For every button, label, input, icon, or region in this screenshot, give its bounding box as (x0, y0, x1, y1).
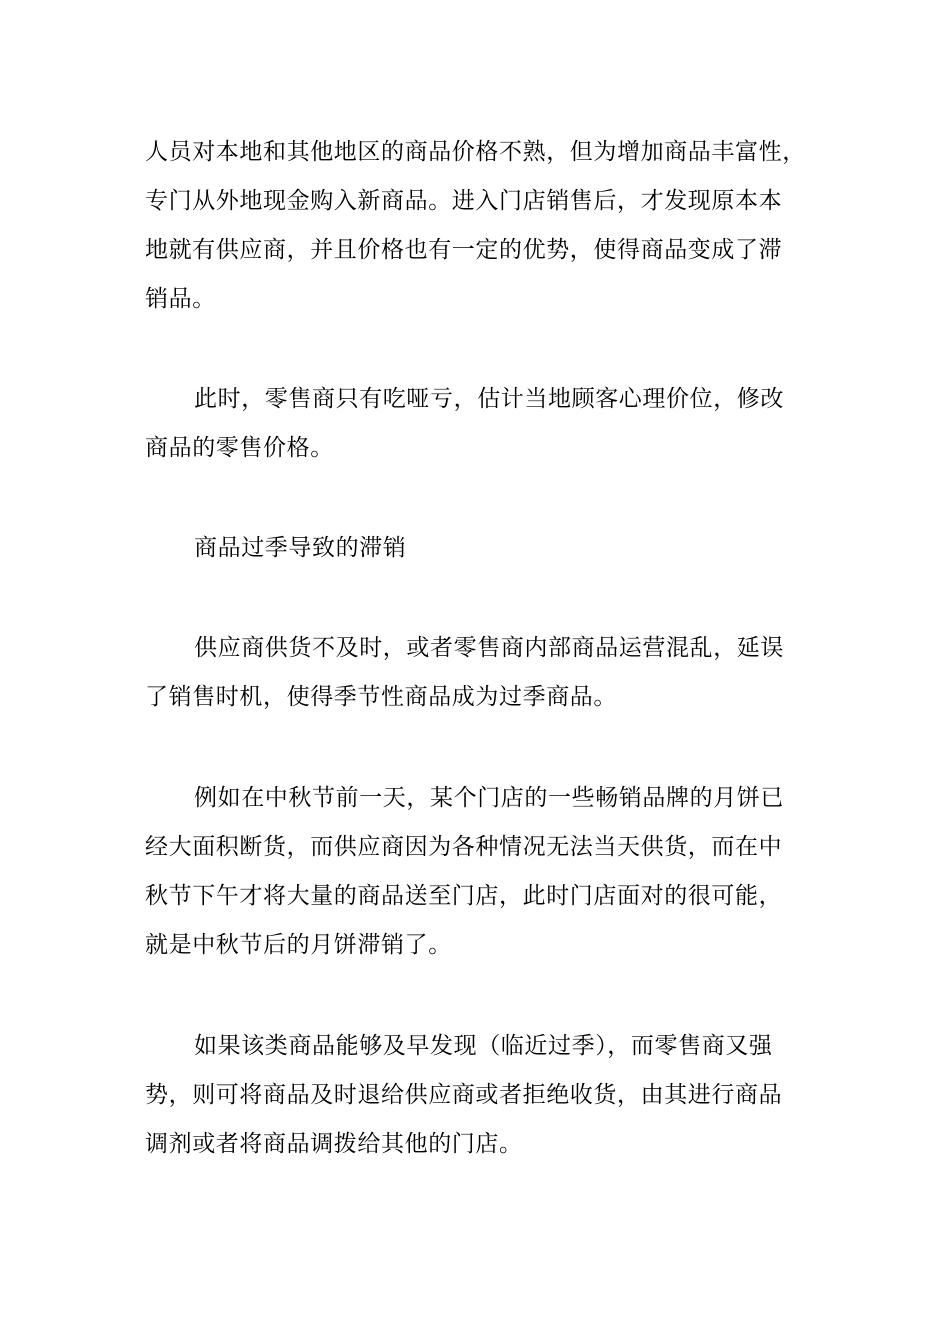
text-line: 地就有供应商，并且价格也有一定的优势，使得商品变成了滞 (145, 237, 783, 263)
text-line: 调剂或者将商品调拨给其他的门店。 (145, 1131, 523, 1157)
text-line: 专门从外地现金购入新商品。进入门店销售后，才发现原本本 (145, 188, 783, 214)
text-line: 秋节下午才将大量的商品送至门店，此时门店面对的很可能， (145, 883, 783, 909)
text-line: 如果该类商品能够及早发现（临近过季），而零售商又强 (194, 1033, 773, 1059)
text-line: 例如在中秋节前一天，某个门店的一些畅销品牌的月饼已 (194, 785, 784, 811)
heading-text: 商品过季导致的滞销 (194, 535, 407, 561)
text-line: 就是中秋节后的月饼滞销了。 (145, 932, 452, 958)
text-line: 此时，零售商只有吃哑亏，估计当地顾客心理价位，修改 (194, 386, 784, 412)
text-line: 商品的零售价格。 (145, 435, 334, 461)
section-heading (145, 524, 815, 573)
paragraph-price-unfamiliar (145, 128, 815, 324)
paragraph-retailer-loss (145, 375, 815, 473)
text-line: 经大面积断货，而供应商因为各种情况无法当天供货，而在中 (145, 834, 783, 860)
paragraph-return-to-supplier (145, 1022, 815, 1169)
paragraph-mooncake-example (145, 774, 815, 970)
paragraph-supply-delay (145, 624, 815, 722)
text-line: 人员对本地和其他地区的商品价格不熟，但为增加商品丰富性， (145, 139, 806, 165)
text-line: 势，则可将商品及时退给供应商或者拒绝收货，由其进行商品 (145, 1082, 783, 1108)
text-line: 了销售时机，使得季节性商品成为过季商品。 (145, 684, 617, 710)
text-line: 供应商供货不及时，或者零售商内部商品运营混乱，延误 (194, 635, 784, 661)
text-line: 销品。 (145, 286, 216, 312)
